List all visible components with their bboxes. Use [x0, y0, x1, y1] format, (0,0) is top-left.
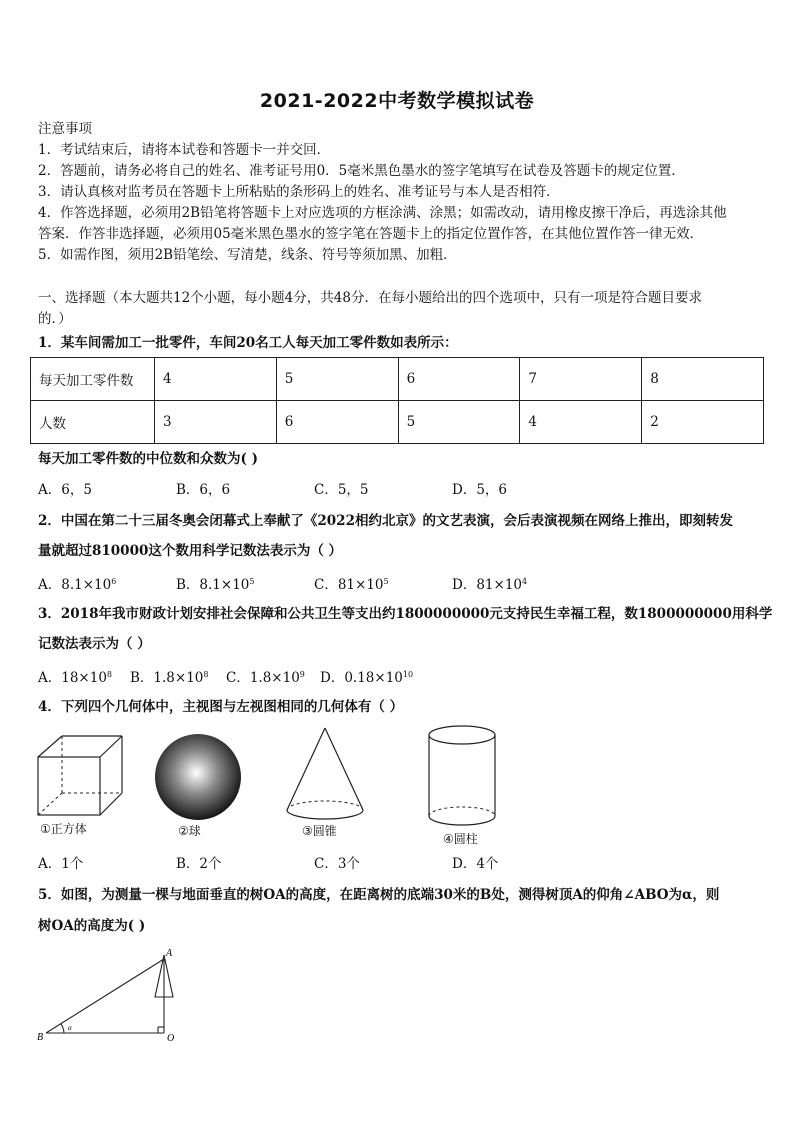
sphere-figure: [152, 731, 244, 823]
q5-stem: 5．如图，为测量一棵与地面垂直的树OA的高度，在距离树的底端30米的B处，测得树顶A的仰角∠ABO为α，则: [38, 887, 720, 903]
section-heading: 一、选择题（本大题共12个小题，每小题4分，共48分．在每小题给出的四个选项中，只有一项是符合题目要求: [38, 290, 702, 306]
point-o-label: O: [167, 1033, 175, 1044]
cylinder-caption: ④圆柱: [443, 832, 478, 846]
page-title: 2021-2022中考数学模拟试卷: [259, 90, 535, 112]
table-cell: 5: [276, 358, 398, 401]
notice-item-2: 2．答题前，请务必将自己的姓名、准考证号用0．5毫米黑色墨水的签字笔填写在试卷及答题卡的规定位置．: [38, 163, 685, 179]
cone-caption: ③圆锥: [302, 824, 337, 838]
q4-option-d: D．4个: [452, 856, 499, 872]
q2-option-a: A．$8.1\times 10^6$: [38, 577, 117, 593]
q4-option-a: A．1个: [38, 856, 84, 872]
table-cell: 6: [398, 358, 520, 401]
notice-item-4-cont: 答案．作答非选择题，必须用05毫米黑色墨水的签字笔在答题卡上的指定位置作答，在其他位置作答一律无效．: [38, 226, 704, 242]
notice-item-5: 5．如需作图，须用2B铅笔绘、写清楚，线条、符号等须加黑、加粗．: [38, 247, 457, 263]
table-row: [31, 401, 764, 444]
section-heading-cont: 的．）: [38, 311, 72, 327]
tree-angle-figure: [34, 945, 184, 1045]
table-cell: 4: [520, 401, 642, 444]
q2-option-b: B．$8.1\times 10^5$: [176, 577, 255, 593]
table-cell: 4: [155, 358, 277, 401]
notice-heading: 注意事项: [38, 121, 92, 137]
q1-option-d: D．5，6: [452, 482, 508, 498]
q1-option-a: A．6，5: [38, 482, 92, 498]
q1-stem: 1．某车间需加工一批零件，车间20名工人每天加工零件数如表所示：: [38, 335, 458, 351]
cube-figure: [36, 733, 126, 819]
q2-stem: 2．中国在第二十三届冬奥会闭幕式上奉献了《2022相约北京》的文艺表演，会后表演视频在网络上推出，即刻转发: [38, 513, 733, 529]
q1-question: 每天加工零件数的中位数和众数为( ): [38, 451, 258, 467]
q5-stem-cont: 树OA的高度为( ): [38, 918, 146, 934]
q3-option-c: C．$1.8\times 10^9$: [226, 670, 305, 686]
q1-option-b: B．6，6: [176, 482, 231, 498]
q2-option-c: C．$81\times 10^5$: [314, 577, 389, 593]
table-row: [31, 358, 764, 401]
q1-option-c: C．5，5: [314, 482, 369, 498]
table-cell: 人数: [31, 401, 155, 444]
q4-option-c: C．3个: [314, 856, 360, 872]
cube-caption: ①正方体: [40, 822, 87, 836]
point-a-label: A: [166, 948, 173, 959]
cone-figure: [282, 726, 368, 826]
notice-item-3: 3．请认真核对监考员在答题卡上所粘贴的条形码上的姓名、准考证号与本人是否相符．: [38, 184, 560, 200]
cylinder-figure: [425, 724, 499, 832]
alpha-label: α: [68, 1024, 72, 1032]
q3-option-a: A．$18\times 10^8$: [38, 670, 113, 686]
q3-option-d: D．$0.18\times 10^{10}$: [320, 670, 414, 686]
q3-stem-cont: 记数法表示为（ ）: [38, 636, 151, 652]
notice-item-4: 4．作答选择题，必须用2B铅笔将答题卡上对应选项的方框涂满、涂黑；如需改动，请用橡皮擦干净后，再选涂其他: [38, 205, 727, 221]
table-cell: 3: [155, 401, 277, 444]
point-b-label: B: [37, 1032, 44, 1043]
q3-option-b: B．$1.8\times 10^8$: [130, 670, 209, 686]
table-cell: 8: [642, 358, 764, 401]
table-cell: 2: [642, 401, 764, 444]
table-cell: 7: [520, 358, 642, 401]
q3-stem: 3．2018年我市财政计划安排社会保障和公共卫生等支出约1800000000元支持民生幸福工程，数1800000000用科学: [38, 606, 773, 622]
table-cell: 6: [276, 401, 398, 444]
table-cell: 5: [398, 401, 520, 444]
sphere-caption: ②球: [178, 824, 201, 838]
q4-option-b: B．2个: [176, 856, 222, 872]
q1-table: [30, 357, 764, 444]
notice-item-1: 1．考试结束后，请将本试卷和答题卡一并交回．: [38, 142, 331, 158]
q2-stem-cont: 量就超过810000这个数用科学记数法表示为（ ）: [38, 543, 343, 559]
table-cell: 每天加工零件数: [31, 358, 155, 401]
q2-option-d: D．$81\times 10^4$: [452, 577, 528, 593]
q4-stem: 4．下列四个几何体中，主视图与左视图相同的几何体有（ ）: [38, 699, 404, 715]
